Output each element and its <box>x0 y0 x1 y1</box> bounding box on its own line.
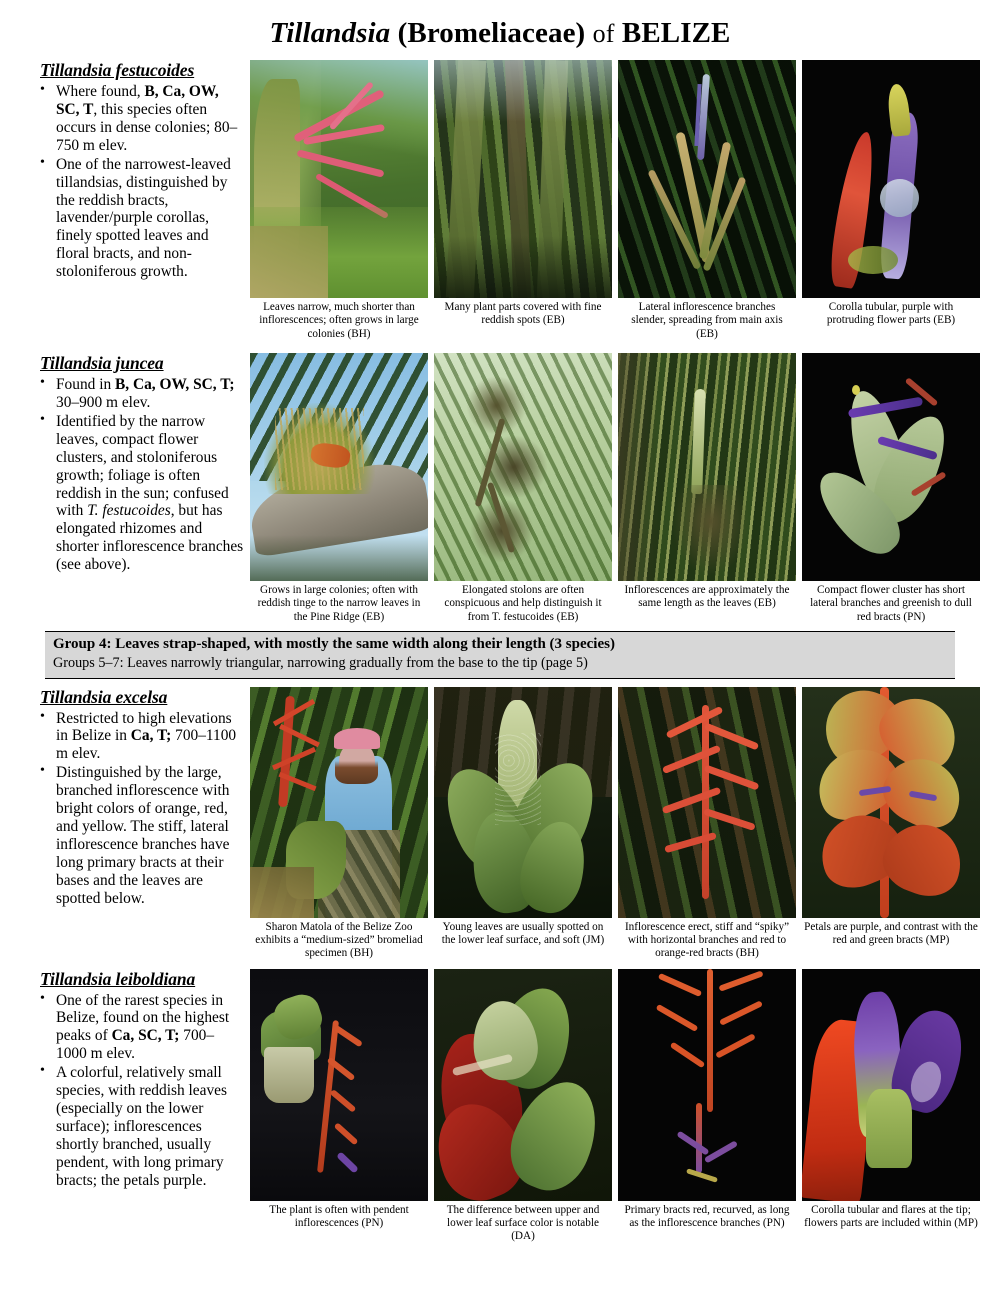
list-item: • One of the rarest species in Belize, found on the highest peaks of Ca, SC, T; 700–1000 m elev. <box>54 992 244 1064</box>
photo-caption: Grows in large colonies; often with reddish tinge to the narrow leaves in the Pine Ridge (EB) <box>257 583 421 623</box>
photo-excelsa-sharon-matola <box>250 687 428 918</box>
title-country: BELIZE <box>621 17 731 49</box>
photo-caption: Corolla tubular, purple with protruding flower parts (EB) <box>826 300 956 327</box>
list-item: • Restricted to high elevations in Belize in Ca, T; 700–1100 m elev. <box>54 710 244 764</box>
list-item: • Distinguished by the large, branched inflorescence with bright colors of orange, red, and yellow. The stiff, lateral inflorescence branches have long primary bracts at their bases and the leaves are spotted below. <box>54 764 244 908</box>
photo-cell <box>802 969 980 1244</box>
photo-cell <box>618 687 796 961</box>
photo-leiboldiana-primary-bracts <box>618 969 796 1201</box>
list-item: • One of the narrowest-leaved tillandsias, distinguished by the reddish bracts, lavender/purple corollas, finely spotted leaves and floral bracts, and non-stoloniferous growth. <box>54 156 244 282</box>
photo-juncea-colony <box>250 353 428 581</box>
photo-grid <box>250 687 980 961</box>
list-item: • Where found, B, Ca, OW, SC, T, this species often occurs in dense colonies; 80–750 m elev. <box>54 83 244 155</box>
species-name: Tillandsia juncea <box>40 352 164 373</box>
photo-caption: Compact flower cluster has short lateral branches and greenish to dull red bracts (PN) <box>810 583 972 623</box>
photo-cell <box>434 969 612 1244</box>
species-name: Tillandsia festucoides <box>40 59 195 80</box>
photo-excelsa-petals <box>802 687 980 918</box>
species-description-list <box>34 83 244 281</box>
photo-cell <box>250 60 428 341</box>
photo-caption: Many plant parts covered with fine reddish spots (EB) <box>444 300 602 327</box>
photo-excelsa-young-leaves <box>434 687 612 918</box>
photo-caption: The plant is often with pendent inflorescences (PN) <box>269 1203 409 1229</box>
photo-leiboldiana-leaf-surfaces <box>434 969 612 1201</box>
photo-festucoides-branches <box>618 60 796 298</box>
photo-grid <box>250 353 980 624</box>
photo-cell <box>434 60 612 341</box>
species-block-leiboldiana <box>20 969 980 1244</box>
photo-cell <box>802 687 980 961</box>
list-item: • A colorful, relatively small species, with reddish leaves (especially on the lower surface); inflorescences shortly branched, usually pendent, with long primary bracts; the petals purple. <box>54 1064 244 1190</box>
species-text-column <box>20 353 250 575</box>
photo-grid <box>250 60 980 341</box>
photo-leiboldiana-corolla <box>802 969 980 1201</box>
photo-grid <box>250 969 980 1244</box>
photo-cell <box>802 353 980 624</box>
photo-caption: Sharon Matola of the Belize Zoo exhibits a “medium-sized” bromeliad specimen (BH) <box>255 920 423 960</box>
species-name: Tillandsia excelsa <box>40 686 168 707</box>
species-text-column <box>20 969 250 1191</box>
species-description-list <box>34 992 244 1190</box>
photo-caption: Elongated stolons are often conspicuous and help distinguish it from T. festucoides (EB) <box>444 583 602 623</box>
photo-juncea-inflorescence <box>618 353 796 581</box>
photo-caption: Young leaves are usually spotted on the lower leaf surface, and soft (JM) <box>441 920 605 946</box>
photo-festucoides-corolla <box>802 60 980 298</box>
photo-caption: Primary bracts red, recurved, as long as the inflorescence branches (PN) <box>624 1203 790 1229</box>
species-text-column <box>20 687 250 909</box>
species-description-list <box>34 710 244 908</box>
photo-leiboldiana-pendent <box>250 969 428 1201</box>
species-text-column <box>20 60 250 282</box>
photo-cell <box>250 687 428 961</box>
photo-juncea-stolons <box>434 353 612 581</box>
photo-juncea-cluster <box>802 353 980 581</box>
list-item: • Identified by the narrow leaves, compact flower clusters, and stoloniferous growth; foliage is often reddish in the sun; confused with T. festucoides, but has elongated rhizomes and shorter inflorescence branches (see above). <box>54 413 244 574</box>
group-banner <box>45 631 955 679</box>
photo-cell <box>618 969 796 1244</box>
photo-caption: Lateral inflorescence branches slender, spreading from main axis (EB) <box>631 300 783 340</box>
photo-caption: Inflorescences are approximately the same length as the leaves (EB) <box>624 583 790 610</box>
photo-cell <box>618 353 796 624</box>
photo-cell <box>618 60 796 341</box>
photo-caption: Leaves narrow, much shorter than inflorescences; often grows in large colonies (BH) <box>259 300 419 340</box>
species-block-festucoides <box>20 60 980 341</box>
title-of: of <box>592 19 615 48</box>
photo-cell <box>434 687 612 961</box>
list-item: • Found in B, Ca, OW, SC, T; 30–900 m elev. <box>54 376 244 412</box>
photo-cell <box>250 969 428 1244</box>
species-description-list <box>34 376 244 574</box>
title-family: (Bromeliaceae) <box>397 17 586 49</box>
group-banner-line-2: Groups 5–7: Leaves narrowly triangular, narrowing gradually from the base to the tip (page 5) <box>53 655 588 672</box>
species-block-excelsa <box>20 687 980 961</box>
photo-caption: The difference between upper and lower leaf surface color is notable (DA) <box>446 1203 600 1243</box>
title-genus: Tillandsia <box>269 17 391 49</box>
photo-caption: Corolla tubular and flares at the tip; flowers parts are included within (MP) <box>804 1203 978 1229</box>
species-block-juncea <box>20 353 980 624</box>
photo-excelsa-spiky-inflorescence <box>618 687 796 918</box>
photo-caption: Inflorescence erect, stiff and “spiky” with horizontal branches and red to orange-red bracts (BH) <box>624 920 790 960</box>
species-name: Tillandsia leiboldiana <box>40 968 196 989</box>
photo-festucoides-colony <box>250 60 428 298</box>
photo-festucoides-spots <box>434 60 612 298</box>
photo-cell <box>250 353 428 624</box>
photo-cell <box>802 60 980 341</box>
photo-cell <box>434 353 612 624</box>
page-title <box>0 0 1000 60</box>
photo-caption: Petals are purple, and contrast with the red and green bracts (MP) <box>804 920 978 946</box>
group-banner-line-1: Group 4: Leaves strap-shaped, with mostly the same width along their length (3 species) <box>53 635 615 652</box>
